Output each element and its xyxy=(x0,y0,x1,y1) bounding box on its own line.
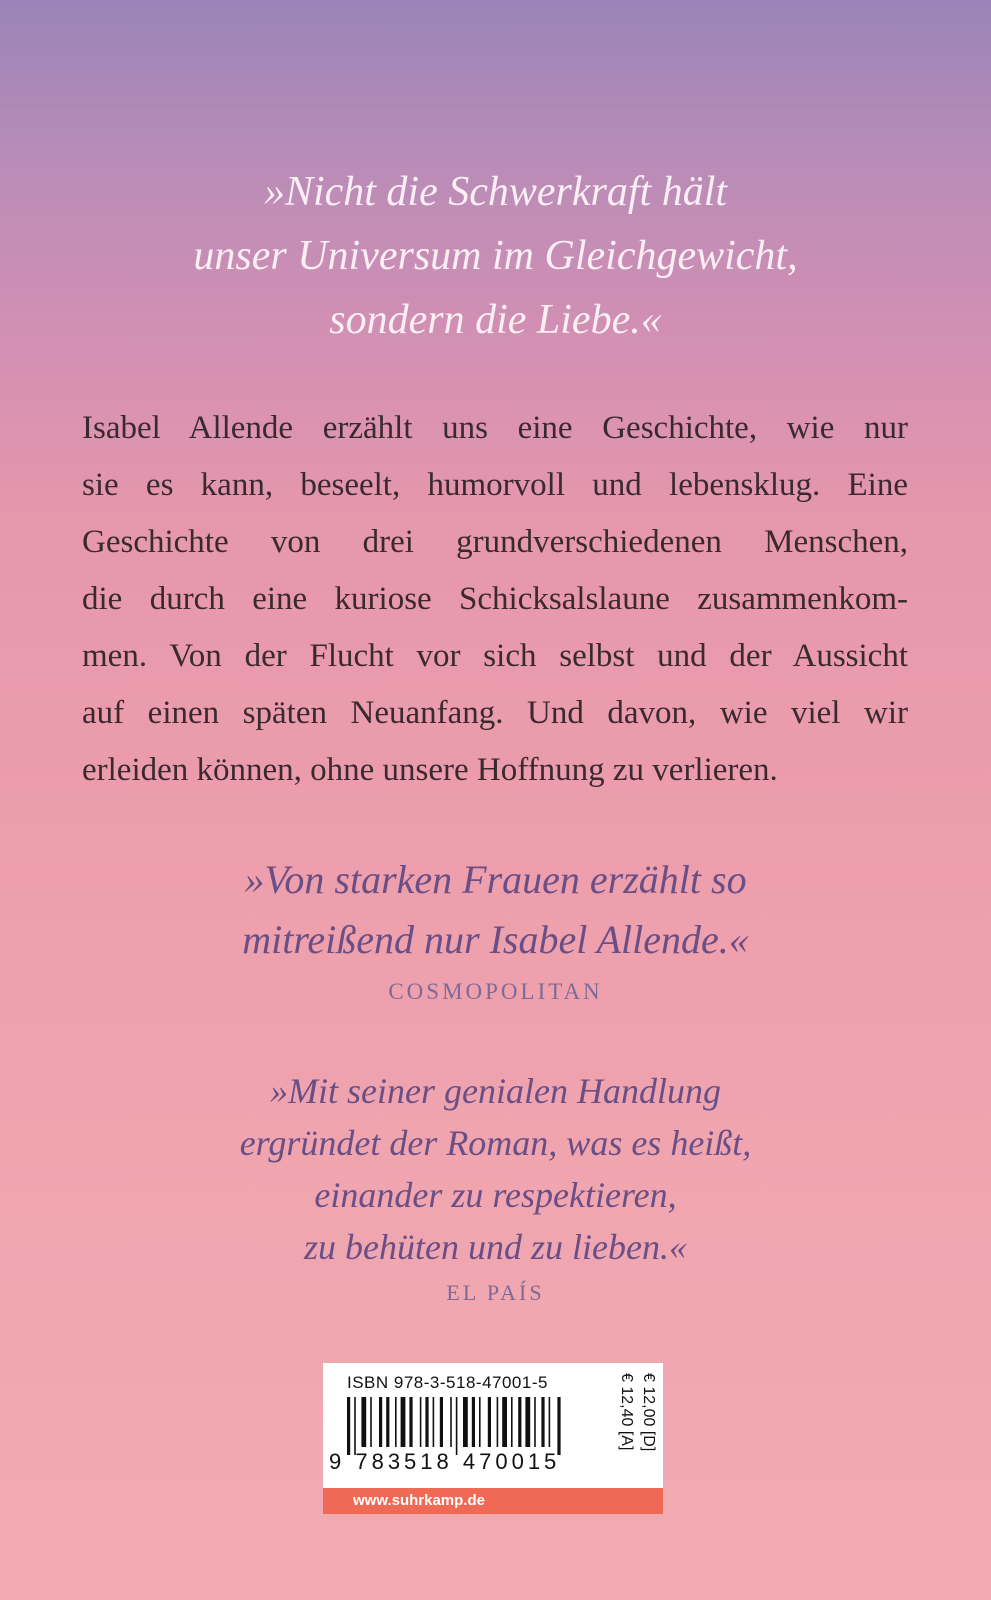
review-quote-line: ergründet der Roman, was es heißt, xyxy=(239,1123,752,1163)
review-cosmopolitan xyxy=(0,850,991,1012)
top-quote xyxy=(0,160,991,352)
price-austria: € 12,40 [A] xyxy=(618,1373,635,1451)
price-block xyxy=(607,1373,659,1479)
book-blurb xyxy=(82,400,908,799)
review-source: COSMOPOLITAN xyxy=(388,979,603,1004)
review-quote-line: mitreißend nur Isabel Allende.« xyxy=(242,917,749,962)
top-quote-line: unser Universum im Gleichgewicht, xyxy=(193,233,798,279)
blurb-line: Geschichte von drei grundverschiedenen Menschen, xyxy=(82,524,908,560)
blurb-line: die durch eine kuriose Schicksalslaune zusammenkom- xyxy=(82,581,908,617)
blurb-line: Isabel Allende erzählt uns eine Geschichte, wie nur xyxy=(82,410,908,446)
top-quote-line: sondern die Liebe.« xyxy=(329,297,662,343)
review-quote-line: »Von starken Frauen erzählt so xyxy=(244,857,747,902)
barcode-bars xyxy=(345,1397,593,1455)
blurb-line: auf einen späten Neuanfang. Und davon, wie viel wir xyxy=(82,695,908,731)
review-source: EL PAÍS xyxy=(446,1280,545,1305)
barcode-icon xyxy=(345,1397,593,1455)
review-quote-line: einander zu respektieren, xyxy=(314,1175,677,1215)
blurb-line: sie es kann, beseelt, humorvoll und lebensklug. Eine xyxy=(82,467,908,503)
review-el-pais xyxy=(0,1065,991,1313)
isbn-number: ISBN 978-3-518-47001-5 xyxy=(347,1373,548,1392)
review-quote-line: »Mit seiner genialen Handlung xyxy=(270,1071,721,1111)
ean-number: 9 783518 470015 xyxy=(329,1449,561,1474)
publisher-website: www.suhrkamp.de xyxy=(353,1492,485,1509)
blurb-line: erleiden können, ohne unsere Hoffnung zu verlieren. xyxy=(82,752,778,788)
price-germany: € 12,00 [D] xyxy=(640,1373,657,1452)
top-quote-line: »Nicht die Schwerkraft hält xyxy=(263,169,728,215)
blurb-line: men. Von der Flucht vor sich selbst und der Aussicht xyxy=(82,638,908,674)
publisher-strip xyxy=(323,1488,663,1514)
barcode-label xyxy=(323,1363,663,1488)
review-quote-line: zu behüten und zu lieben.« xyxy=(304,1227,687,1267)
